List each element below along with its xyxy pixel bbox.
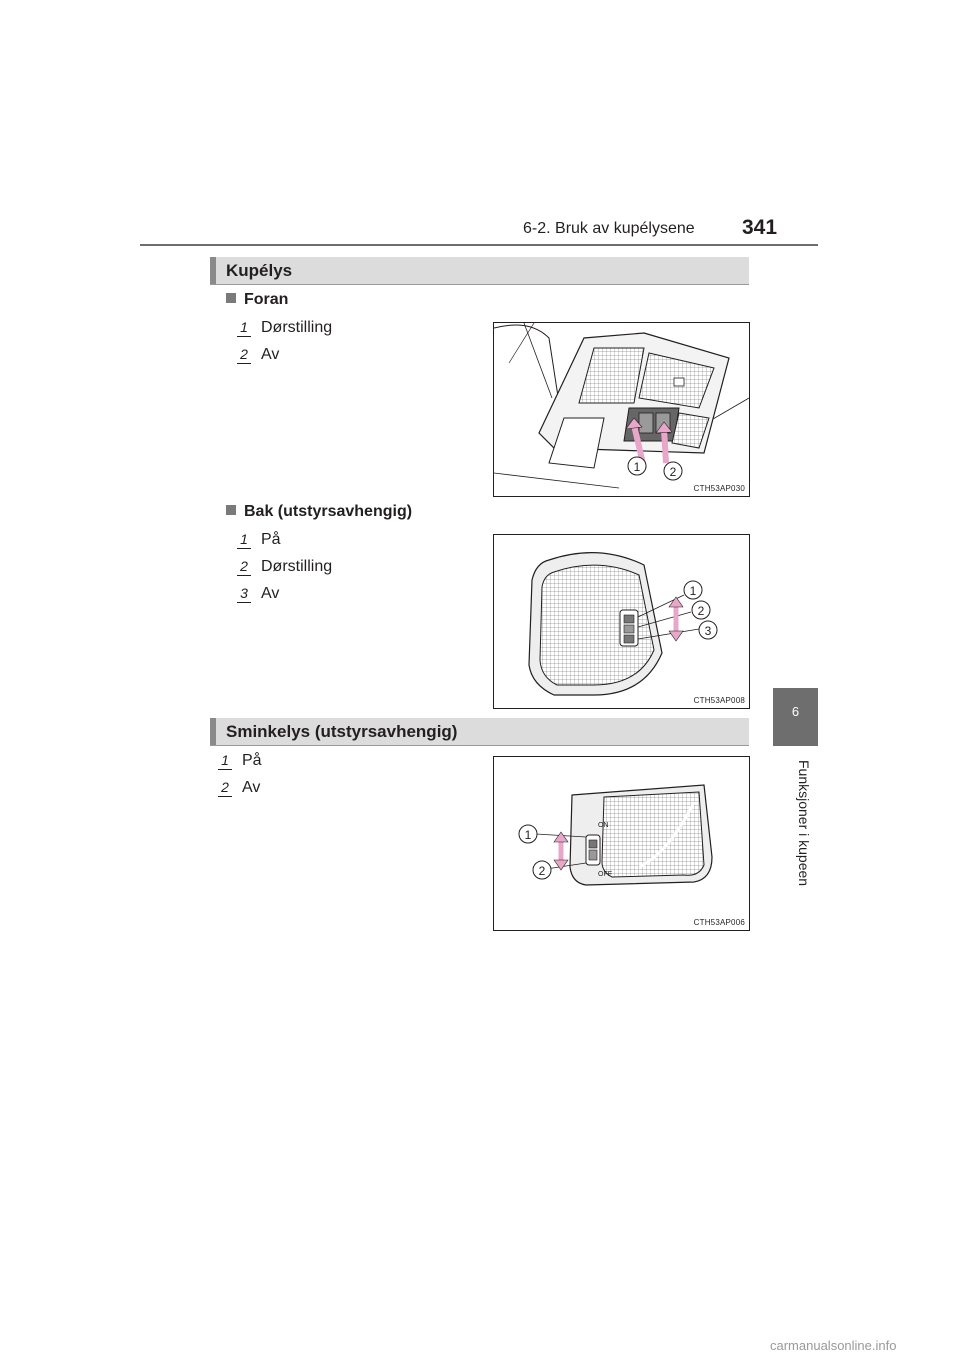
- header-divider: [140, 244, 818, 246]
- callout-1: 1: [524, 828, 532, 842]
- item-number: 1: [237, 319, 251, 337]
- figure-code: CTH53AP030: [693, 484, 745, 493]
- callout-2: 2: [538, 864, 546, 878]
- callout-3: 3: [704, 624, 712, 638]
- subheading-text: Foran: [244, 291, 289, 308]
- chapter-number: 6: [791, 704, 800, 719]
- item-number: 2: [218, 779, 232, 797]
- item-number: 2: [237, 346, 251, 364]
- list-item: [237, 346, 279, 364]
- figure-code: CTH53AP008: [693, 696, 745, 705]
- list-item: [218, 752, 262, 770]
- section-accent: [210, 257, 216, 284]
- item-label: På: [261, 531, 281, 548]
- callout-2: 2: [697, 604, 705, 618]
- list-item: [237, 585, 279, 603]
- figure-front-light: [493, 322, 750, 497]
- section-heading-sminkelys: [210, 718, 749, 746]
- page-number: 341: [742, 216, 778, 239]
- item-label: Av: [261, 346, 280, 363]
- callout-2: 2: [669, 465, 677, 479]
- section-heading-kupelys: [210, 257, 749, 285]
- figure-rear-light: [493, 534, 750, 709]
- list-item: [237, 531, 281, 549]
- item-number: 2: [237, 558, 251, 576]
- subheading-foran: [226, 291, 288, 309]
- watermark: carmanualsonline.info: [770, 1338, 897, 1353]
- item-label: Av: [261, 585, 280, 602]
- rear-light-illustration: [494, 535, 749, 708]
- list-item: [218, 779, 260, 797]
- section-accent: [210, 718, 216, 745]
- item-label: Av: [242, 779, 261, 796]
- section-title: Sminkelys (utstyrsavhengig): [226, 722, 458, 741]
- square-bullet-icon: [226, 505, 236, 515]
- figure-vanity-light: [493, 756, 750, 931]
- subheading-text: Bak (utstyrsavhengig): [244, 503, 413, 520]
- item-number: 1: [237, 531, 251, 549]
- chapter-title: Funksjoner i kupeen: [796, 760, 812, 887]
- switch-label-on: ON: [598, 822, 609, 829]
- list-item: [237, 319, 332, 337]
- vanity-light-illustration: [494, 757, 749, 930]
- item-label: Dørstilling: [261, 319, 333, 336]
- item-label: På: [242, 752, 262, 769]
- item-number: 1: [218, 752, 232, 770]
- section-title: Kupélys: [226, 261, 293, 280]
- chapter-tab: [773, 688, 818, 746]
- switch-label-off: OFF: [598, 871, 612, 878]
- item-label: Dørstilling: [261, 558, 333, 575]
- list-item: [237, 558, 332, 576]
- header-section-title: 6-2. Bruk av kupélysene: [523, 220, 695, 237]
- callout-1: 1: [689, 584, 697, 598]
- item-number: 3: [237, 585, 251, 603]
- square-bullet-icon: [226, 293, 236, 303]
- figure-code: CTH53AP006: [693, 918, 745, 927]
- callout-1: 1: [633, 460, 641, 474]
- subheading-bak: [226, 503, 412, 521]
- front-light-illustration: [494, 323, 749, 496]
